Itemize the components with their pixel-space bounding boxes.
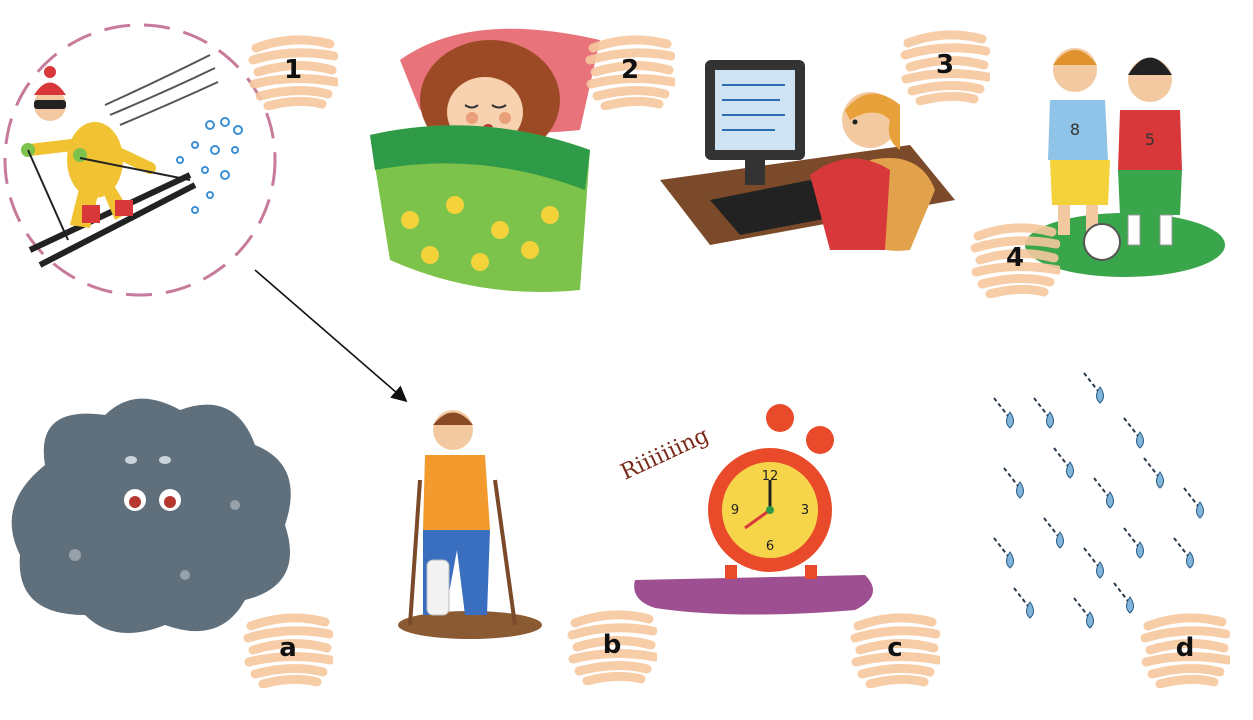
label-tag-a <box>243 608 333 688</box>
label-tag-4 <box>970 218 1060 298</box>
label-tag-b <box>567 605 657 685</box>
jersey-number-8: 8 <box>1069 120 1081 139</box>
label-tag-3 <box>900 25 990 105</box>
label-tag-1 <box>248 30 338 110</box>
clock-number-9: 9 <box>730 503 740 518</box>
label-tag-d <box>1140 608 1230 688</box>
label-d: d <box>1175 633 1195 663</box>
label-tag-2 <box>585 30 675 110</box>
clock-number-3: 3 <box>800 503 810 518</box>
label-a: a <box>279 633 297 663</box>
label-2: 2 <box>620 55 640 85</box>
alarm-sound-text: Riiiiiiing <box>616 423 713 486</box>
label-3: 3 <box>935 50 955 80</box>
clock-number-6: 6 <box>765 539 775 554</box>
label-1: 1 <box>283 55 303 85</box>
label-tag-c <box>850 608 940 688</box>
label-c: c <box>887 633 903 663</box>
clock-number-12: 12 <box>761 469 779 484</box>
label-b: b <box>602 630 622 660</box>
label-4: 4 <box>1005 243 1025 273</box>
jersey-number-5: 5 <box>1144 130 1156 149</box>
